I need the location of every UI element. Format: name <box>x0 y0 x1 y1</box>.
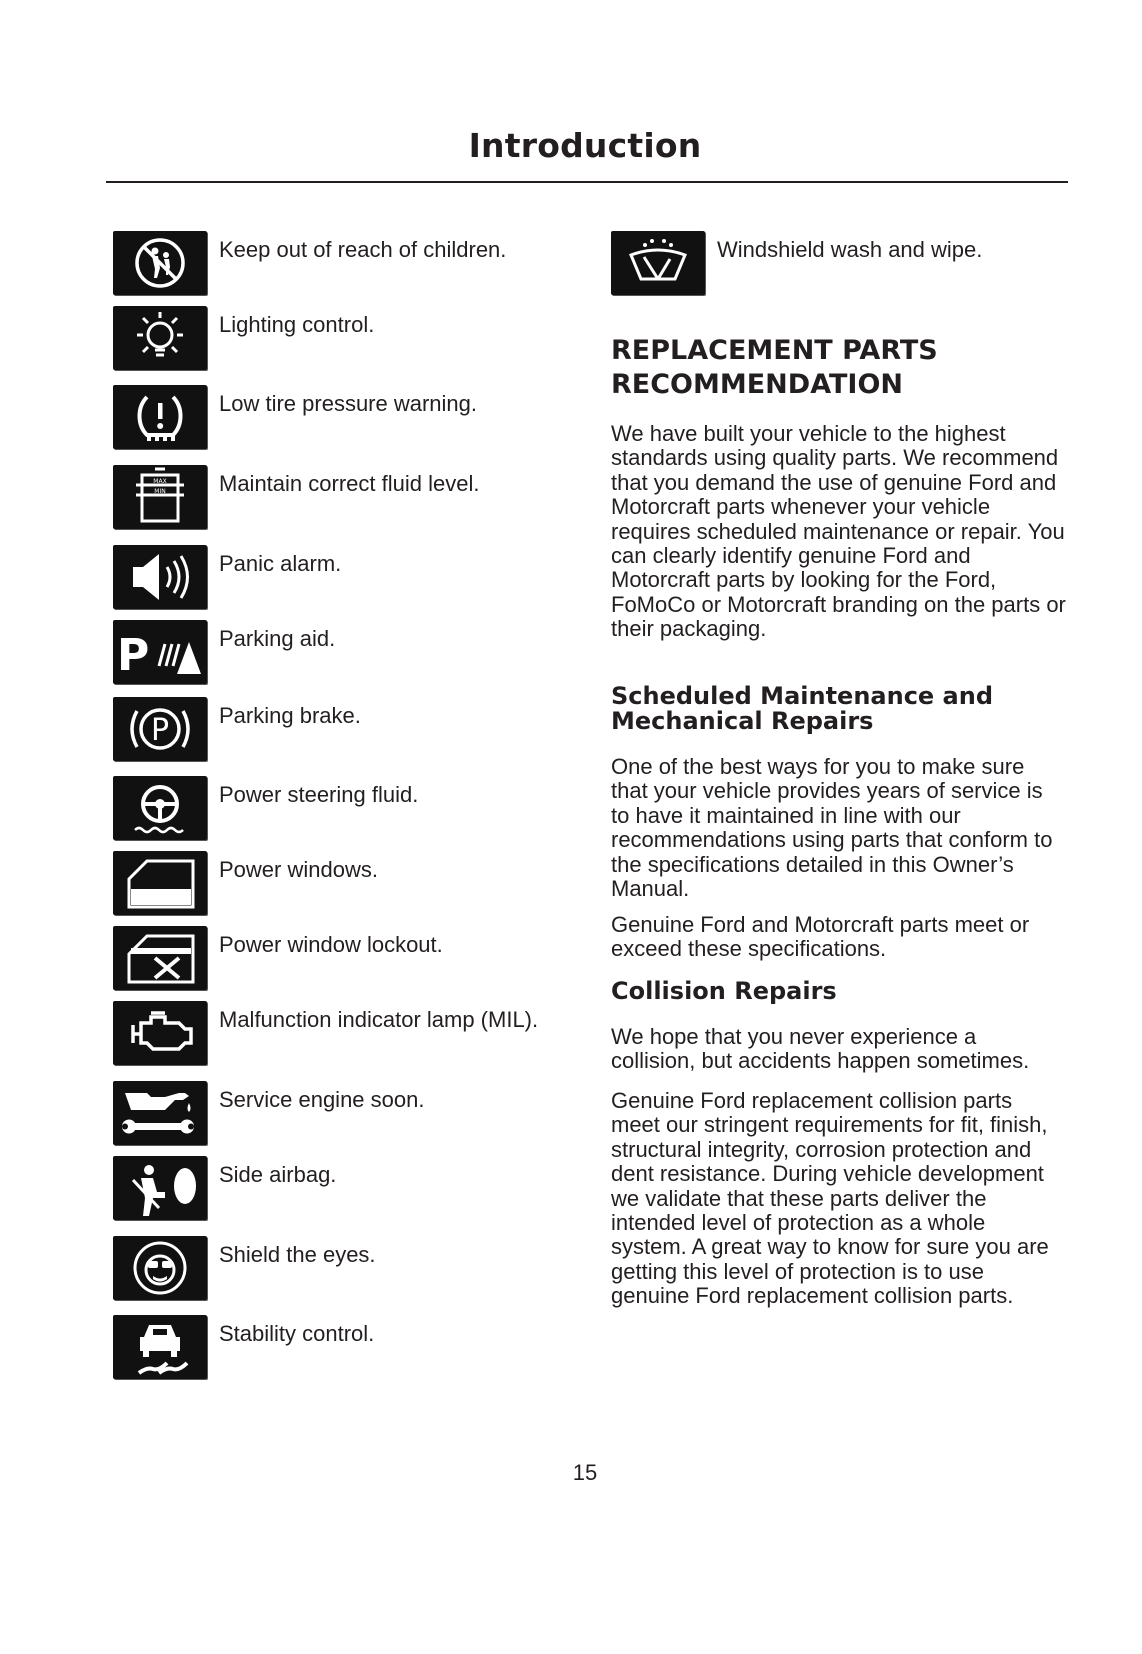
stability-control-icon <box>113 1315 207 1379</box>
symbol-row <box>113 231 553 295</box>
symbol-label: Malfunction indicator lamp (MIL). <box>219 1007 539 1032</box>
symbol-label: Keep out of reach of children. <box>219 237 507 262</box>
paragraph: Genuine Ford replacement collision parts meet our stringent requirements for fit, finish, structural integrity, corrosion protection and dent resistance. During vehicle development we validate that these parts deliver the intended level of protection as a whole system. A great way to know for sure you are getting this level of protection is to use genuine Ford replacement collision parts. <box>611 1088 1049 1309</box>
title-divider <box>106 181 1068 183</box>
symbol-row <box>113 1315 553 1379</box>
symbol-row <box>113 465 553 529</box>
symbol-label: Shield the eyes. <box>219 1242 376 1267</box>
symbol-label: Maintain correct fluid level. <box>219 471 480 496</box>
symbol-row <box>113 926 553 990</box>
parking-aid-icon <box>113 620 207 684</box>
fluid-level-icon <box>113 465 207 529</box>
symbol-row <box>611 231 1051 295</box>
symbol-row <box>113 545 553 609</box>
parking-brake-letter: P <box>150 713 170 748</box>
symbol-label: Windshield wash and wipe. <box>717 237 983 262</box>
side-airbag-icon <box>113 1156 207 1220</box>
paragraph: We hope that you never experience a collision, but accidents happen sometimes. <box>611 1024 1030 1074</box>
symbol-row <box>113 851 553 915</box>
panic-alarm-icon <box>113 545 207 609</box>
symbol-row <box>113 620 553 684</box>
symbol-label: Side airbag. <box>219 1162 337 1187</box>
symbol-row <box>113 697 553 761</box>
subsection-heading: Scheduled Maintenance and Mechanical Repairs <box>611 682 994 735</box>
parking-aid-letter: P <box>117 630 150 681</box>
symbol-row <box>113 1156 553 1220</box>
symbol-label: Parking aid. <box>219 626 336 651</box>
paragraph: Genuine Ford and Motorcraft parts meet or exceed these specifications. <box>611 912 1030 962</box>
symbol-row <box>113 1236 553 1300</box>
symbol-label: Parking brake. <box>219 703 361 728</box>
paragraph: One of the best ways for you to make sure that your vehicle provides years of service is to have it maintained in line with our recommendations using parts that conform to the specifications detailed in this Owner’s Manual. <box>611 754 1053 902</box>
page-number: 15 <box>572 1460 598 1485</box>
symbol-row <box>113 776 553 840</box>
lighting-control-icon <box>113 306 207 370</box>
symbol-label: Stability control. <box>219 1321 375 1346</box>
child-safety-icon <box>113 231 207 295</box>
symbol-label: Service engine soon. <box>219 1087 425 1112</box>
paragraph: We have built your vehicle to the highest standards using quality parts. We recommend that you demand the use of genuine Ford and Motorcraft parts whenever your vehicle requires scheduled maintenance or repair. You can clearly identify genuine Ford and Motorcraft parts by looking for the Ford, FoMoCo or Motorcraft branding on the parts or their packaging. <box>611 421 1066 642</box>
symbol-label: Power window lockout. <box>219 932 443 957</box>
symbol-label: Power windows. <box>219 857 378 882</box>
subsection-heading: Collision Repairs <box>611 977 837 1005</box>
symbol-label: Panic alarm. <box>219 551 342 576</box>
power-window-lockout-icon <box>113 926 207 990</box>
service-engine-icon <box>113 1081 207 1145</box>
symbol-label: Low tire pressure warning. <box>219 391 478 416</box>
parking-brake-icon <box>113 697 207 761</box>
power-windows-icon <box>113 851 207 915</box>
symbol-row <box>113 385 553 449</box>
symbol-label: Power steering fluid. <box>219 782 419 807</box>
section-heading: REPLACEMENT PARTS RECOMMENDATION <box>611 335 938 400</box>
power-steering-fluid-icon <box>113 776 207 840</box>
tire-pressure-icon <box>113 385 207 449</box>
min-mark-label: MIN <box>154 488 166 495</box>
shield-eyes-icon <box>113 1236 207 1300</box>
engine-malfunction-icon <box>113 1001 207 1065</box>
page-title: Introduction <box>468 126 702 165</box>
symbol-row <box>113 306 553 370</box>
symbol-row <box>113 1081 553 1145</box>
windshield-wash-icon <box>611 231 705 295</box>
symbol-label: Lighting control. <box>219 312 375 337</box>
max-mark-label: MAX <box>153 478 167 485</box>
symbol-row <box>113 1001 553 1065</box>
